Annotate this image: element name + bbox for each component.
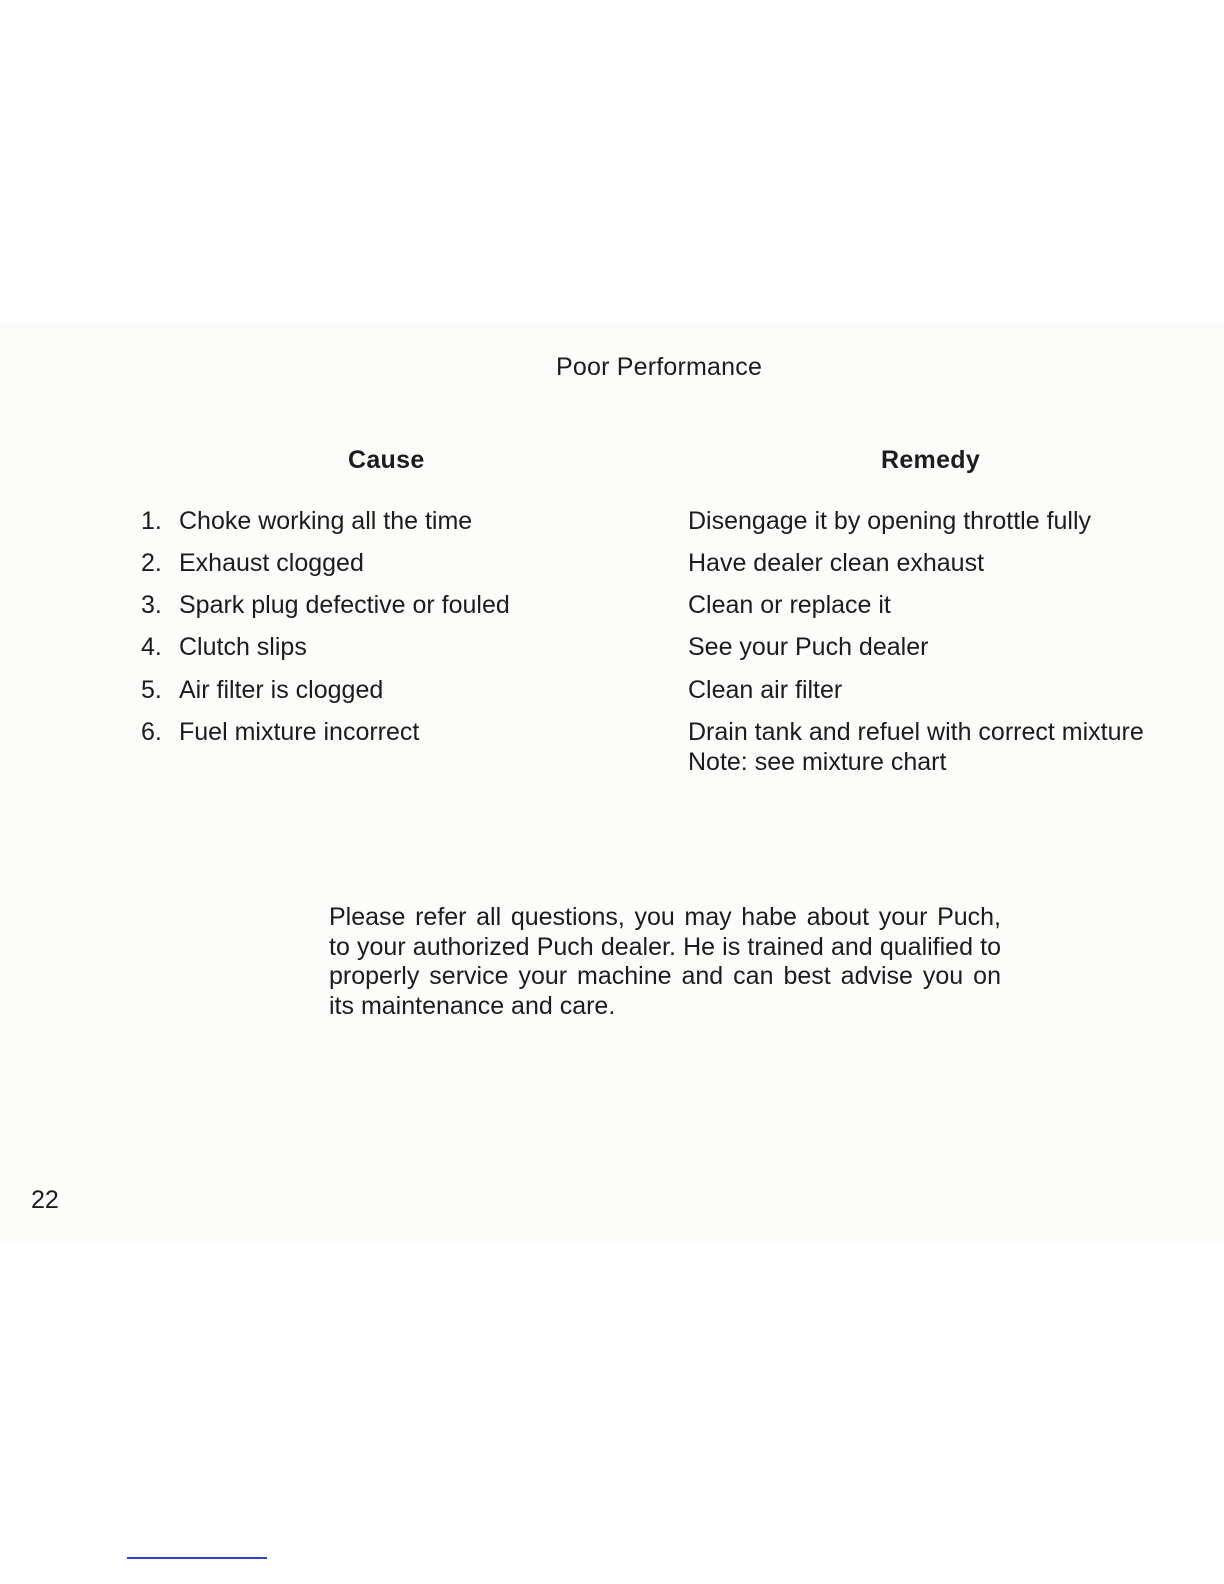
cause-item: Exhaust clogged <box>179 549 364 577</box>
row-number: 3. <box>141 591 162 619</box>
remedy-item: Drain tank and refuel with correct mixture <box>688 718 1144 746</box>
remedy-item: Disengage it by opening throttle fully <box>688 507 1092 535</box>
remedy-item: Clean or replace it <box>688 591 891 619</box>
row-number: 2. <box>141 549 162 577</box>
row-number: 6. <box>141 718 162 746</box>
row-number: 5. <box>141 676 162 704</box>
remedy-item: Clean air filter <box>688 676 843 704</box>
page-sheet <box>0 322 1224 1244</box>
page-number: 22 <box>31 1186 59 1214</box>
row-number: 1. <box>141 507 162 535</box>
footer-rule <box>127 1557 267 1559</box>
cause-item: Air filter is clogged <box>179 676 384 704</box>
row-number: 4. <box>141 633 162 661</box>
remedy-header: Remedy <box>881 446 981 474</box>
cause-header: Cause <box>348 446 425 474</box>
remedy-item: See your Puch dealer <box>688 633 929 661</box>
cause-item: Clutch slips <box>179 633 307 661</box>
cause-item: Choke working all the time <box>179 507 473 535</box>
remedy-item: Have dealer clean exhaust <box>688 549 985 577</box>
cause-item: Spark plug defective or fouled <box>179 591 510 619</box>
section-title: Poor Performance <box>556 353 763 381</box>
dealer-advice-paragraph: Please refer all questions, you may habe about your Puch, to your authorized Puch dealer. He is trained and qualified to properly service your machine and can best advise you on its maintenance and care. <box>329 903 1001 1020</box>
cause-item: Fuel mixture incorrect <box>179 718 420 746</box>
remedy-note: Note: see mixture chart <box>688 748 947 776</box>
